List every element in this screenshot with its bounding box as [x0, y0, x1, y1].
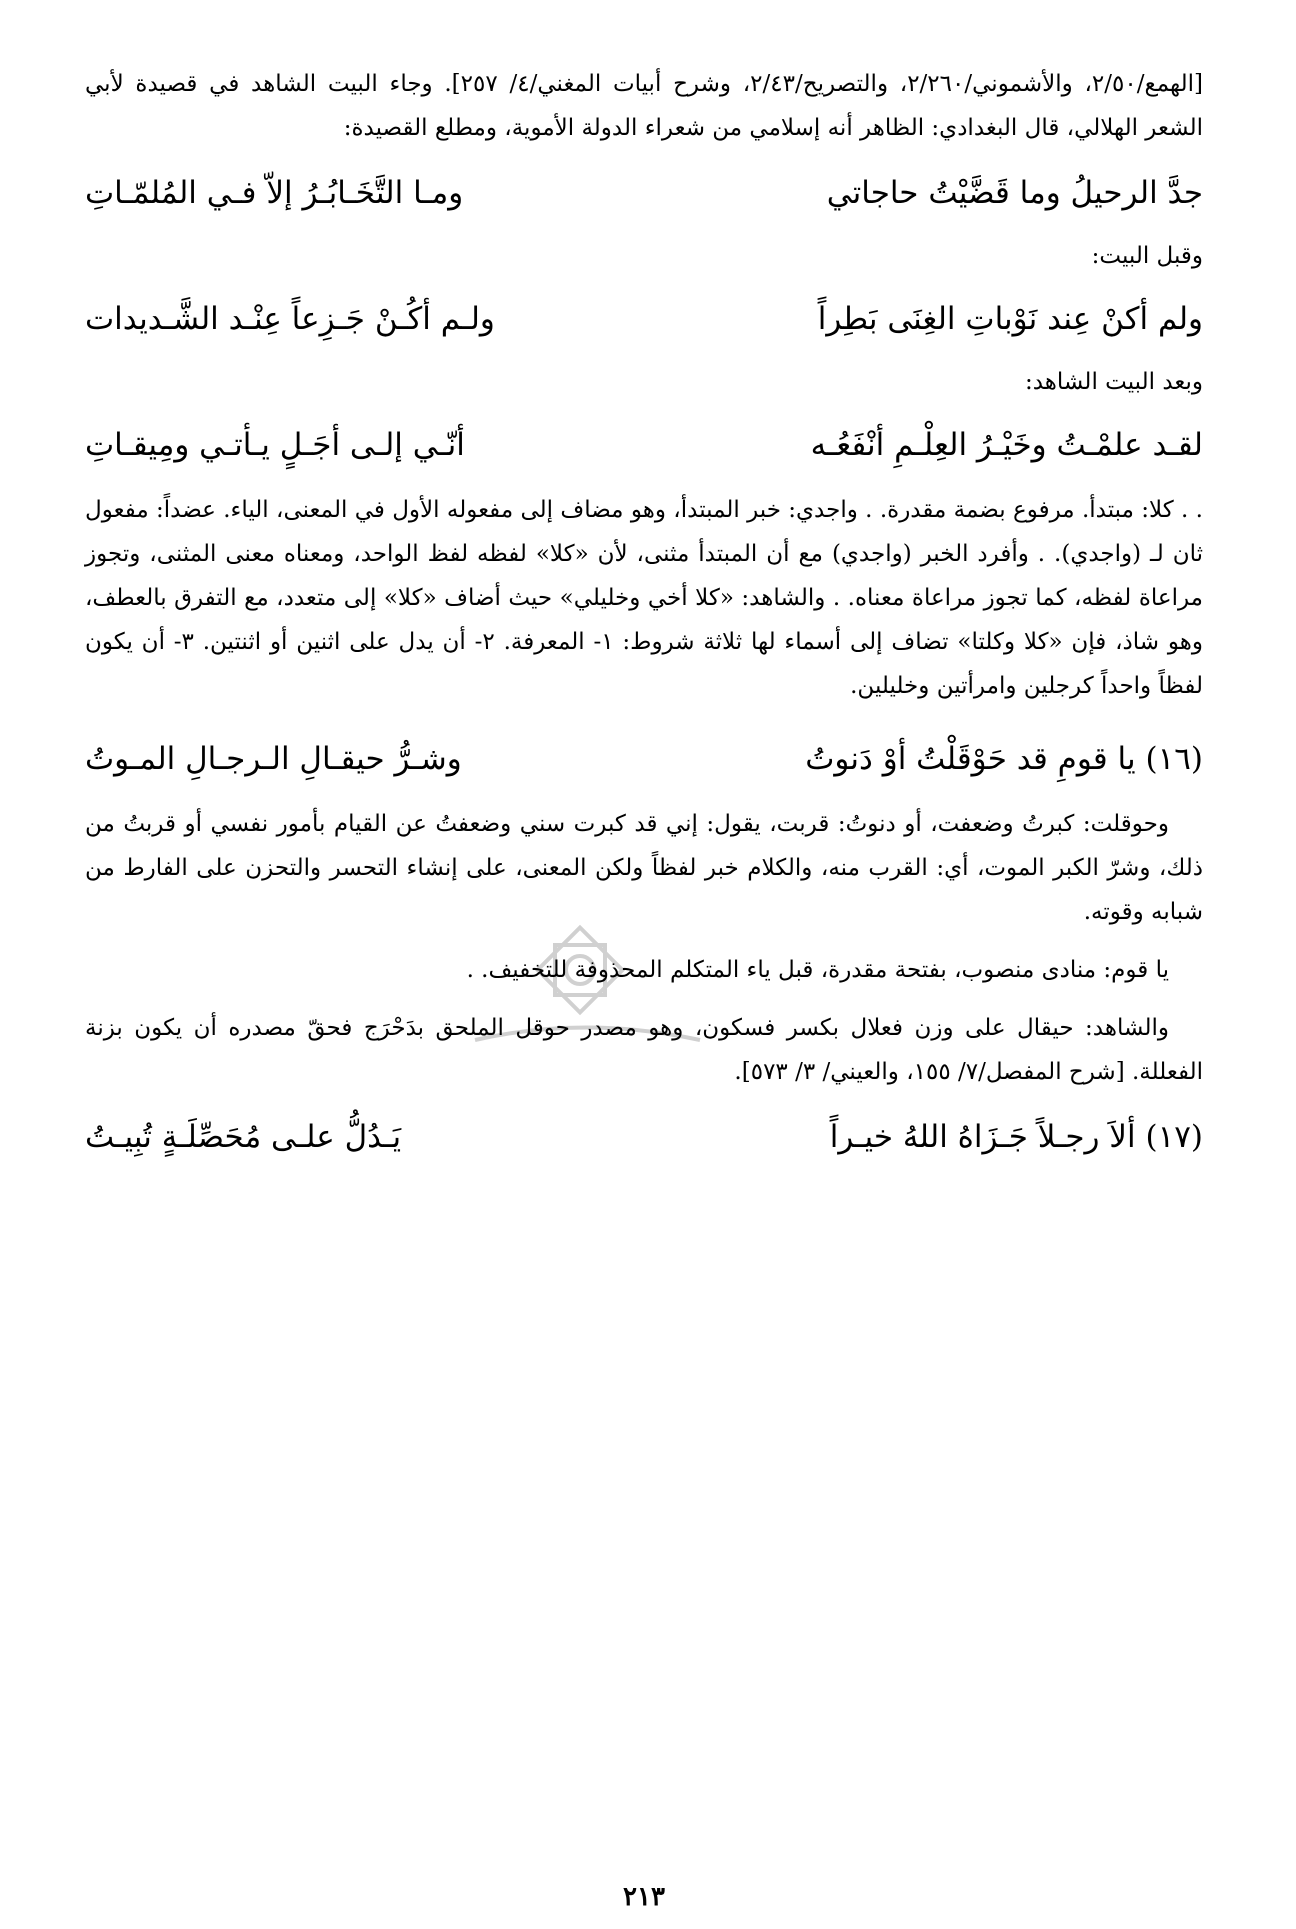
intro-paragraph: [الهمع/٢/٥٠، والأشموني/٢/٢٦٠، والتصريح/٢/٤٣، وشرح أبيات المغني/٤/ ٢٥٧]. وجاء البيت الشاهد في قصيدة لأبي الشعر الهلالي، قال البغدادي: الظاهر أنه إسلامي من شعراء الدولة الأموية، ومطلع القصيدة:: [85, 71, 1203, 141]
verse-first-hemistich: ولم أكنْ عِند نَوْباتِ الغِنَى بَطِراً: [817, 301, 1203, 337]
verse-second-hemistich: ومـا التَّخَـابُـرُ إلاّ فـي المُلمّـاتِ: [85, 175, 464, 211]
page-number: ٢١٣: [623, 1882, 665, 1912]
verse-number: (١٧): [1145, 1119, 1203, 1155]
verse-16-explanation: وحوقلت: كبرتُ وضعفت، أو دنوتُ: قربت، يقول: إني قد كبرت سني وضعفتُ عن القيام بأمور نفسي أو قربتُ من ذلك، وشرّ الكبر الموت، أي: القرب منه، والكلام خبر لفظاً ولكن المعنى، على إنشاء التحسر والتحزن على الفارط من شبابه وقوته.: [85, 811, 1203, 925]
verse-after: [85, 408, 1203, 482]
document-page: [85, 62, 1203, 1912]
verse-17: [85, 1100, 1203, 1174]
verse-first-text: ألاَ رجـلاً جَـزَاهُ اللهُ خيـراً: [829, 1119, 1136, 1155]
after-verse-label: وبعد البيت الشاهد:: [1024, 369, 1203, 395]
grammar-analysis-paragraph: . . كلا: مبتدأ. مرفوع بضمة مقدرة. . واجدي: خبر المبتدأ، وهو مضاف إلى مفعوله الأول في المعنى، الياء. عضداً: مفعول ثان لـ (واجدي). . وأفرد الخبر (واجدي) مع أن المبتدأ مثنى، لأن «كلا» لفظه لفظ الواحد، ومعناه معنى المثنى، وتجوز مراعاة لفظه، كما تجوز مراعاة معناه. . والشاهد: «كلا أخي وخليلي» حيث أضاف «كلا» إلى متعدد، مع التفرق بالعطف، وهو شاذ، فإن «كلا وكلتا» تضاف إلى أسماء لها ثلاثة شروط: ١- المعرفة. ٢- أن يدل على اثنين أو اثنتين. ٣- أن يكون لفظاً واحداً كرجلين وامرأتين وخليلين.: [85, 497, 1203, 699]
verse-second-hemistich: أنّـي إلـى أجَـلٍ يـأتـي ومِيقـاتِ: [85, 427, 465, 463]
verse-first-hemistich: [830, 1100, 1203, 1174]
verse-first-hemistich: [805, 722, 1203, 796]
verse-second-hemistich: يَـدُلُّ علـى مُحَصِّلَـةٍ تُبِيـتُ: [85, 1119, 402, 1155]
verse-opening: [85, 156, 1203, 230]
verse-first-hemistich: جدَّ الرحيلُ وما قَضَّيْتُ حاجاتي: [826, 175, 1203, 211]
verse-second-hemistich: وشـرُّ حيقـالِ الـرجـالِ المـوتُ: [85, 741, 462, 777]
verse-before: [85, 282, 1203, 356]
verse-16-grammar: يا قوم: منادى منصوب، بفتحة مقدرة، قبل ياء المتكلم المحذوفة للتخفيف. .: [466, 957, 1169, 983]
verse-16-witness: والشاهد: حيقال على وزن فعلال بكسر فسكون، وهو مصدر حوقل الملحق بدَحْرَج فحقّ مصدره أن يكون بزنة الفعللة. [شرح المفصل/٧/ ١٥٥، والعيني/ ٣/ ٥٧٣].: [85, 1015, 1203, 1085]
before-verse-label: وقبل البيت:: [1091, 243, 1203, 269]
verse-first-hemistich: لقـد علمْـتُ وخَيْـرُ العِلْـمِ أنْفَعُـه: [810, 427, 1203, 463]
verse-16: [85, 722, 1203, 796]
verse-first-text: يا قومِ قد حَوْقَلْتُ أوْ دَنوتُ: [805, 741, 1136, 777]
verse-second-hemistich: ولـم أكُـنْ جَـزِعاً عِنْـد الشَّـديدات: [85, 301, 495, 337]
verse-number: (١٦): [1145, 741, 1203, 777]
